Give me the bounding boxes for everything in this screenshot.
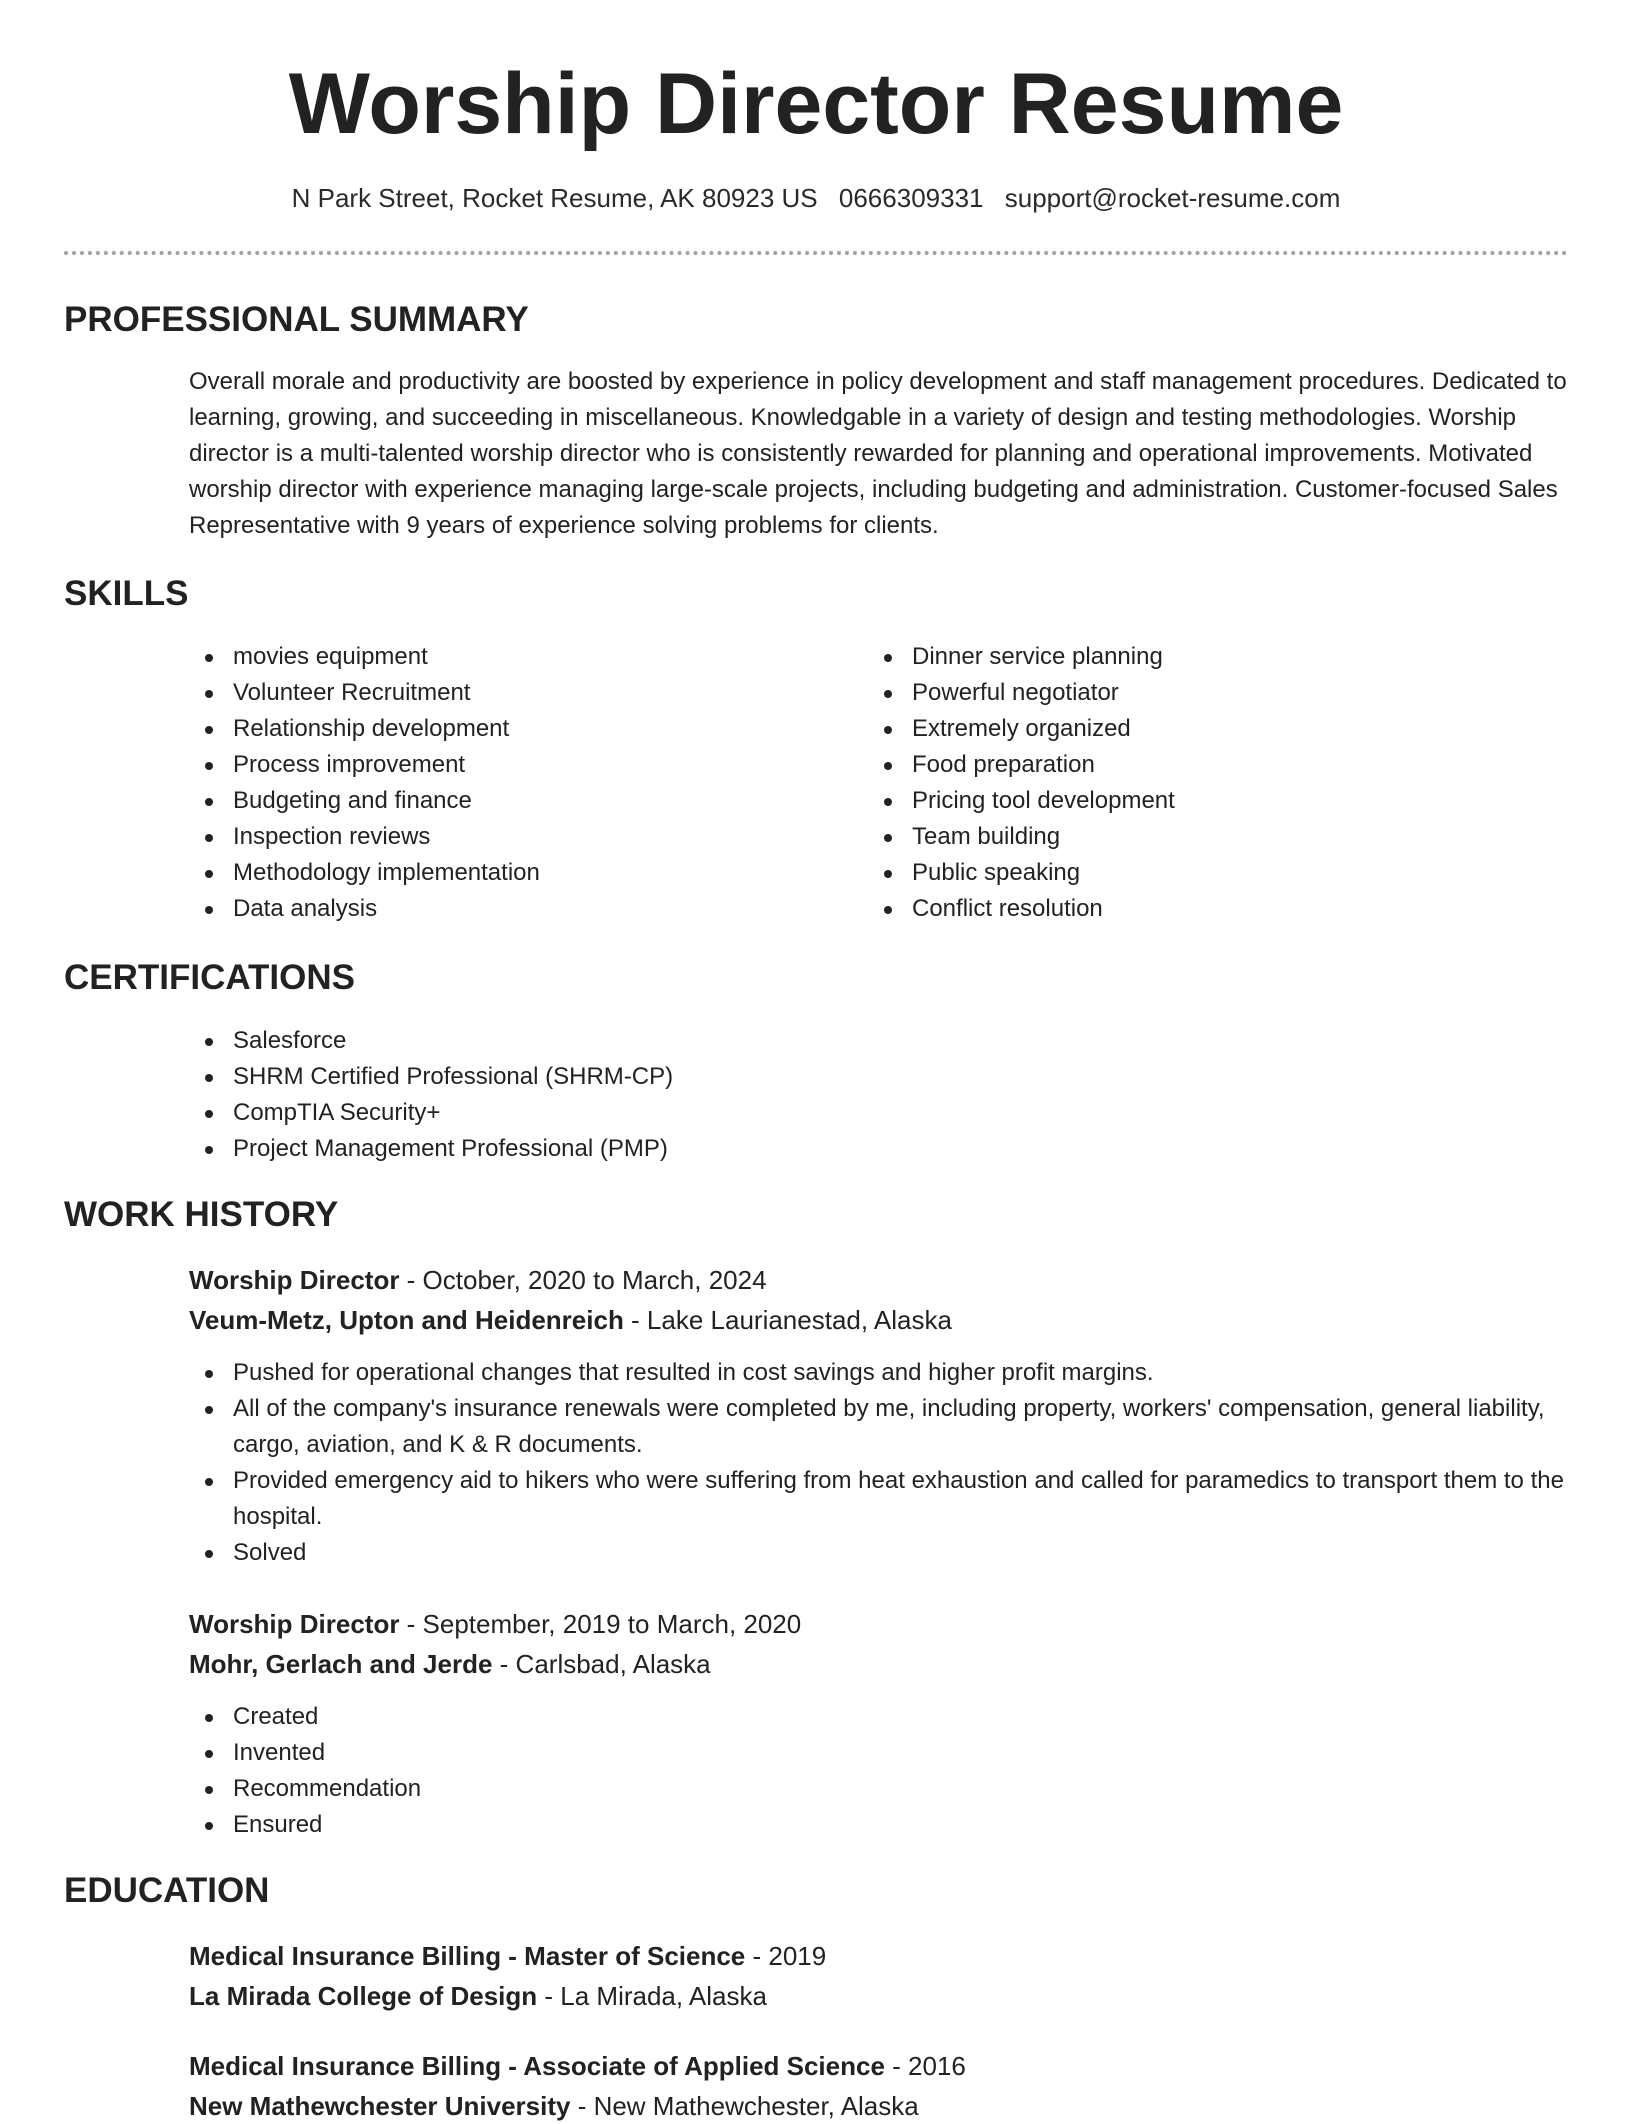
work-history-heading: WORK HISTORY <box>64 1195 339 1234</box>
skills-list-left <box>189 639 839 927</box>
job-company-line <box>189 1646 711 1682</box>
skill-item: Team building <box>868 819 1518 855</box>
education-heading: EDUCATION <box>64 1871 270 1910</box>
education-school-line <box>189 1978 767 2014</box>
skill-item: Food preparation <box>868 747 1518 783</box>
contact-phone: 0666309331 <box>838 183 984 213</box>
skill-item: Process improvement <box>189 747 839 783</box>
summary-heading: PROFESSIONAL SUMMARY <box>64 300 529 339</box>
job-company-line <box>189 1302 952 1338</box>
certification-item: CompTIA Security+ <box>189 1095 1569 1131</box>
certification-item: SHRM Certified Professional (SHRM-CP) <box>189 1059 1569 1095</box>
skill-item: Inspection reviews <box>189 819 839 855</box>
skill-item: Methodology implementation <box>189 855 839 891</box>
skills-list-right <box>868 639 1518 927</box>
education-school: New Mathewchester University <box>189 2091 571 2121</box>
job-bullet: Created <box>189 1699 1569 1735</box>
skill-item: Pricing tool development <box>868 783 1518 819</box>
skill-item: Relationship development <box>189 711 839 747</box>
skills-heading: SKILLS <box>64 574 189 613</box>
education-degree: Medical Insurance Billing - Associate of Applied Science <box>189 2051 885 2081</box>
job-location: - Carlsbad, Alaska <box>492 1649 711 1679</box>
certifications-heading: CERTIFICATIONS <box>64 958 356 997</box>
education-location: - New Mathewchester, Alaska <box>570 2091 919 2121</box>
education-location: - La Mirada, Alaska <box>537 1981 767 2011</box>
contact-address: N Park Street, Rocket Resume, AK 80923 US <box>291 183 818 213</box>
job-dates: - September, 2019 to March, 2020 <box>399 1609 802 1639</box>
skill-item: Data analysis <box>189 891 839 927</box>
job-company: Veum-Metz, Upton and Heidenreich <box>189 1305 624 1335</box>
job-bullet: Provided emergency aid to hikers who were suffering from heat exhaustion and called for paramedics to transport them to the hospital. <box>189 1463 1569 1535</box>
education-degree-line <box>189 1938 826 1974</box>
job-title-line <box>189 1606 801 1642</box>
certification-item: Project Management Professional (PMP) <box>189 1131 1569 1167</box>
education-degree: Medical Insurance Billing - Master of Science <box>189 1941 746 1971</box>
job-bullets <box>189 1699 1569 1843</box>
skill-item: Volunteer Recruitment <box>189 675 839 711</box>
skill-item: Powerful negotiator <box>868 675 1518 711</box>
job-bullet: Recommendation <box>189 1771 1569 1807</box>
header-divider <box>64 251 1568 255</box>
skill-item: Public speaking <box>868 855 1518 891</box>
education-year: - 2016 <box>884 2051 966 2081</box>
job-bullet: Invented <box>189 1735 1569 1771</box>
resume-title: Worship Director Resume <box>288 56 1344 152</box>
education-school-line <box>189 2088 919 2124</box>
job-title: Worship Director <box>189 1609 400 1639</box>
skill-item: Conflict resolution <box>868 891 1518 927</box>
job-bullet: Solved <box>189 1535 1569 1571</box>
certifications-list <box>189 1023 1569 1167</box>
contact-email: support@rocket-resume.com <box>1004 183 1341 213</box>
job-bullet: All of the company's insurance renewals were completed by me, including property, workers' compensation, general liability, cargo, aviation, and K & R documents. <box>189 1391 1569 1463</box>
job-title: Worship Director <box>189 1265 400 1295</box>
job-title-line <box>189 1262 767 1298</box>
contact-line <box>0 180 1632 216</box>
skill-item: Budgeting and finance <box>189 783 839 819</box>
skill-item: Dinner service planning <box>868 639 1518 675</box>
job-bullets <box>189 1355 1569 1571</box>
summary-text: Overall morale and productivity are boosted by experience in policy development and staff management procedures. Dedicated to learning, growing, and succeeding in miscellaneous. Knowledgable in a variety of design and testing methodologies. Worship director is a multi-talented worship director who is consistently rewarded for planning and operational improvements. Motivated worship director with experience managing large-scale projects, including budgeting and administration. Customer-focused Sales Representative with 9 years of experience solving problems for clients. <box>189 368 1567 539</box>
education-school: La Mirada College of Design <box>189 1981 538 2011</box>
job-company: Mohr, Gerlach and Jerde <box>189 1649 493 1679</box>
skill-item: Extremely organized <box>868 711 1518 747</box>
job-location: - Lake Laurianestad, Alaska <box>623 1305 952 1335</box>
job-bullet: Ensured <box>189 1807 1569 1843</box>
skill-item: movies equipment <box>189 639 839 675</box>
certification-item: Salesforce <box>189 1023 1569 1059</box>
job-bullet: Pushed for operational changes that resulted in cost savings and higher profit margins. <box>189 1355 1569 1391</box>
education-degree-line <box>189 2048 966 2084</box>
education-year: - 2019 <box>745 1941 827 1971</box>
job-dates: - October, 2020 to March, 2024 <box>399 1265 767 1295</box>
